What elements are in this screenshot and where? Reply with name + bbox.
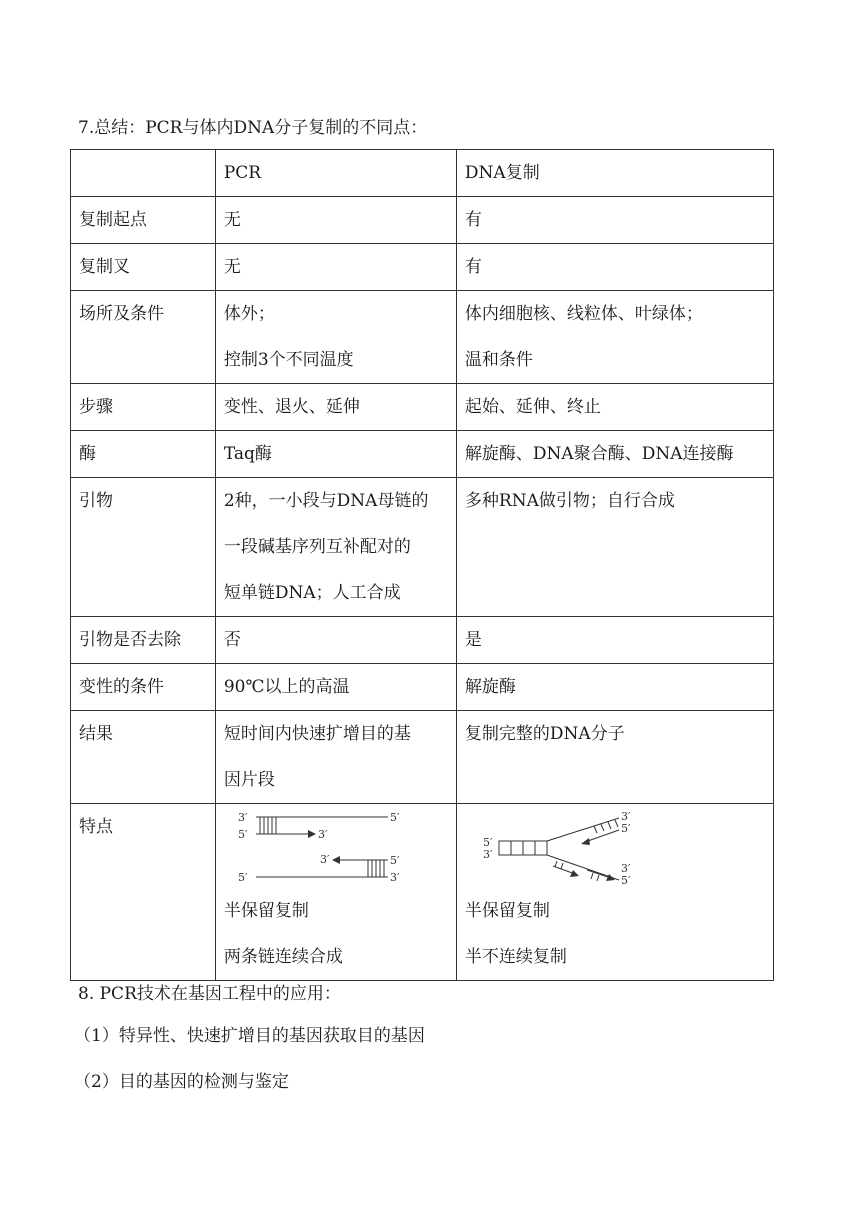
cell-line: 有 xyxy=(464,210,482,230)
label-3prime: 3′ xyxy=(482,848,493,861)
label-5prime: 5′ xyxy=(237,828,248,841)
header-pcr: PCR xyxy=(215,150,456,197)
comparison-table xyxy=(70,149,774,981)
section-8-item: （2）目的基因的检测与鉴定 xyxy=(74,1072,289,1092)
cell-line: 温和条件 xyxy=(464,350,533,370)
dna-cell xyxy=(456,617,773,664)
feature-row xyxy=(71,804,774,981)
cell-line: 无 xyxy=(223,210,241,230)
label-5prime: 5′ xyxy=(620,874,631,887)
row-label: 引物 xyxy=(71,478,216,617)
cell-line: 复制完整的DNA分子 xyxy=(464,724,625,744)
label-5prime: 5′ xyxy=(237,871,248,884)
row-label: 特点 xyxy=(71,804,216,981)
dna-cell xyxy=(456,664,773,711)
label-5prime: 5′ xyxy=(389,854,400,867)
cell-line: 体外； xyxy=(223,304,275,324)
replication-fork-diagram xyxy=(469,808,659,888)
cell-line: Taq酶 xyxy=(223,444,272,464)
dna-cell xyxy=(456,197,773,244)
dna-cell xyxy=(456,431,773,478)
row-label: 变性的条件 xyxy=(71,664,216,711)
cell-line: 短单链DNA；人工合成 xyxy=(223,583,401,603)
pcr-cell xyxy=(215,664,456,711)
row-label: 结果 xyxy=(71,711,216,804)
cell-line: 否 xyxy=(223,630,241,650)
pcr-cell xyxy=(215,617,456,664)
pcr-cell xyxy=(215,197,456,244)
dna-cell xyxy=(456,384,773,431)
cell-line: 两条链连续合成 xyxy=(223,947,343,967)
dna-cell xyxy=(456,244,773,291)
table-row xyxy=(71,291,774,384)
label-5prime: 5′ xyxy=(389,811,400,824)
label-3prime: 3′ xyxy=(389,871,400,884)
pcr-cell xyxy=(215,244,456,291)
header-dna-replication: DNA复制 xyxy=(456,150,773,197)
cell-line: 90℃以上的高温 xyxy=(223,677,350,697)
row-label: 步骤 xyxy=(71,384,216,431)
cell-line: 控制3个不同温度 xyxy=(223,350,354,370)
row-label: 复制起点 xyxy=(71,197,216,244)
dna-cell xyxy=(456,291,773,384)
header-empty-cell xyxy=(71,150,216,197)
cell-line: 多种RNA做引物；自行合成 xyxy=(464,491,675,511)
table-row xyxy=(71,431,774,478)
cell-line: 2种，一小段与DNA母链的 xyxy=(223,491,429,511)
table-row xyxy=(71,478,774,617)
row-label: 引物是否去除 xyxy=(71,617,216,664)
pcr-cell xyxy=(215,431,456,478)
label-3prime: 3′ xyxy=(317,828,328,841)
cell-line: 解旋酶、DNA聚合酶、DNA连接酶 xyxy=(464,444,734,464)
cell-line: 因片段 xyxy=(223,770,275,790)
cell-line: 解旋酶 xyxy=(464,677,516,697)
cell-line: 短时间内快速扩增目的基 xyxy=(223,724,411,744)
label-3prime: 3′ xyxy=(237,811,248,824)
cell-line: 一段碱基序列互补配对的 xyxy=(223,537,411,557)
row-label: 场所及条件 xyxy=(71,291,216,384)
label-3prime: 3′ xyxy=(319,853,330,866)
header-row xyxy=(71,150,774,197)
pcr-cell xyxy=(215,711,456,804)
cell-line: 半不连续复制 xyxy=(464,947,567,967)
cell-line: 有 xyxy=(464,257,482,277)
section-8-item: （1）特异性、快速扩增目的基因获取目的基因 xyxy=(74,1026,425,1046)
table-row xyxy=(71,244,774,291)
cell-line: 起始、延伸、终止 xyxy=(464,397,601,417)
cell-line: 半保留复制 xyxy=(464,901,550,921)
table-row xyxy=(71,664,774,711)
dna-cell xyxy=(456,478,773,617)
table-row xyxy=(71,197,774,244)
section-8-title: 8. PCR技术在基因工程中的应用： xyxy=(78,984,341,1004)
label-5prime: 5′ xyxy=(482,836,493,849)
pcr-cell xyxy=(215,478,456,617)
cell-line: 无 xyxy=(223,257,241,277)
row-label: 酶 xyxy=(71,431,216,478)
section-7-heading: 7.总结：PCR与体内DNA分子复制的不同点： xyxy=(78,118,428,138)
pcr-strand-diagram xyxy=(228,808,418,888)
label-5prime: 5′ xyxy=(620,822,631,835)
cell-line: 变性、退火、延伸 xyxy=(223,397,360,417)
pcr-cell xyxy=(215,291,456,384)
table-row xyxy=(71,617,774,664)
dna-cell xyxy=(456,804,773,981)
label-3prime: 3′ xyxy=(620,862,631,875)
pcr-cell xyxy=(215,804,456,981)
pcr-cell xyxy=(215,384,456,431)
cell-line: 半保留复制 xyxy=(223,901,309,921)
table-row xyxy=(71,711,774,804)
row-label: 复制叉 xyxy=(71,244,216,291)
table-row xyxy=(71,384,774,431)
label-3prime: 3′ xyxy=(620,810,631,823)
dna-cell xyxy=(456,711,773,804)
cell-line: 是 xyxy=(464,630,482,650)
cell-line: 体内细胞核、线粒体、叶绿体； xyxy=(464,304,703,324)
